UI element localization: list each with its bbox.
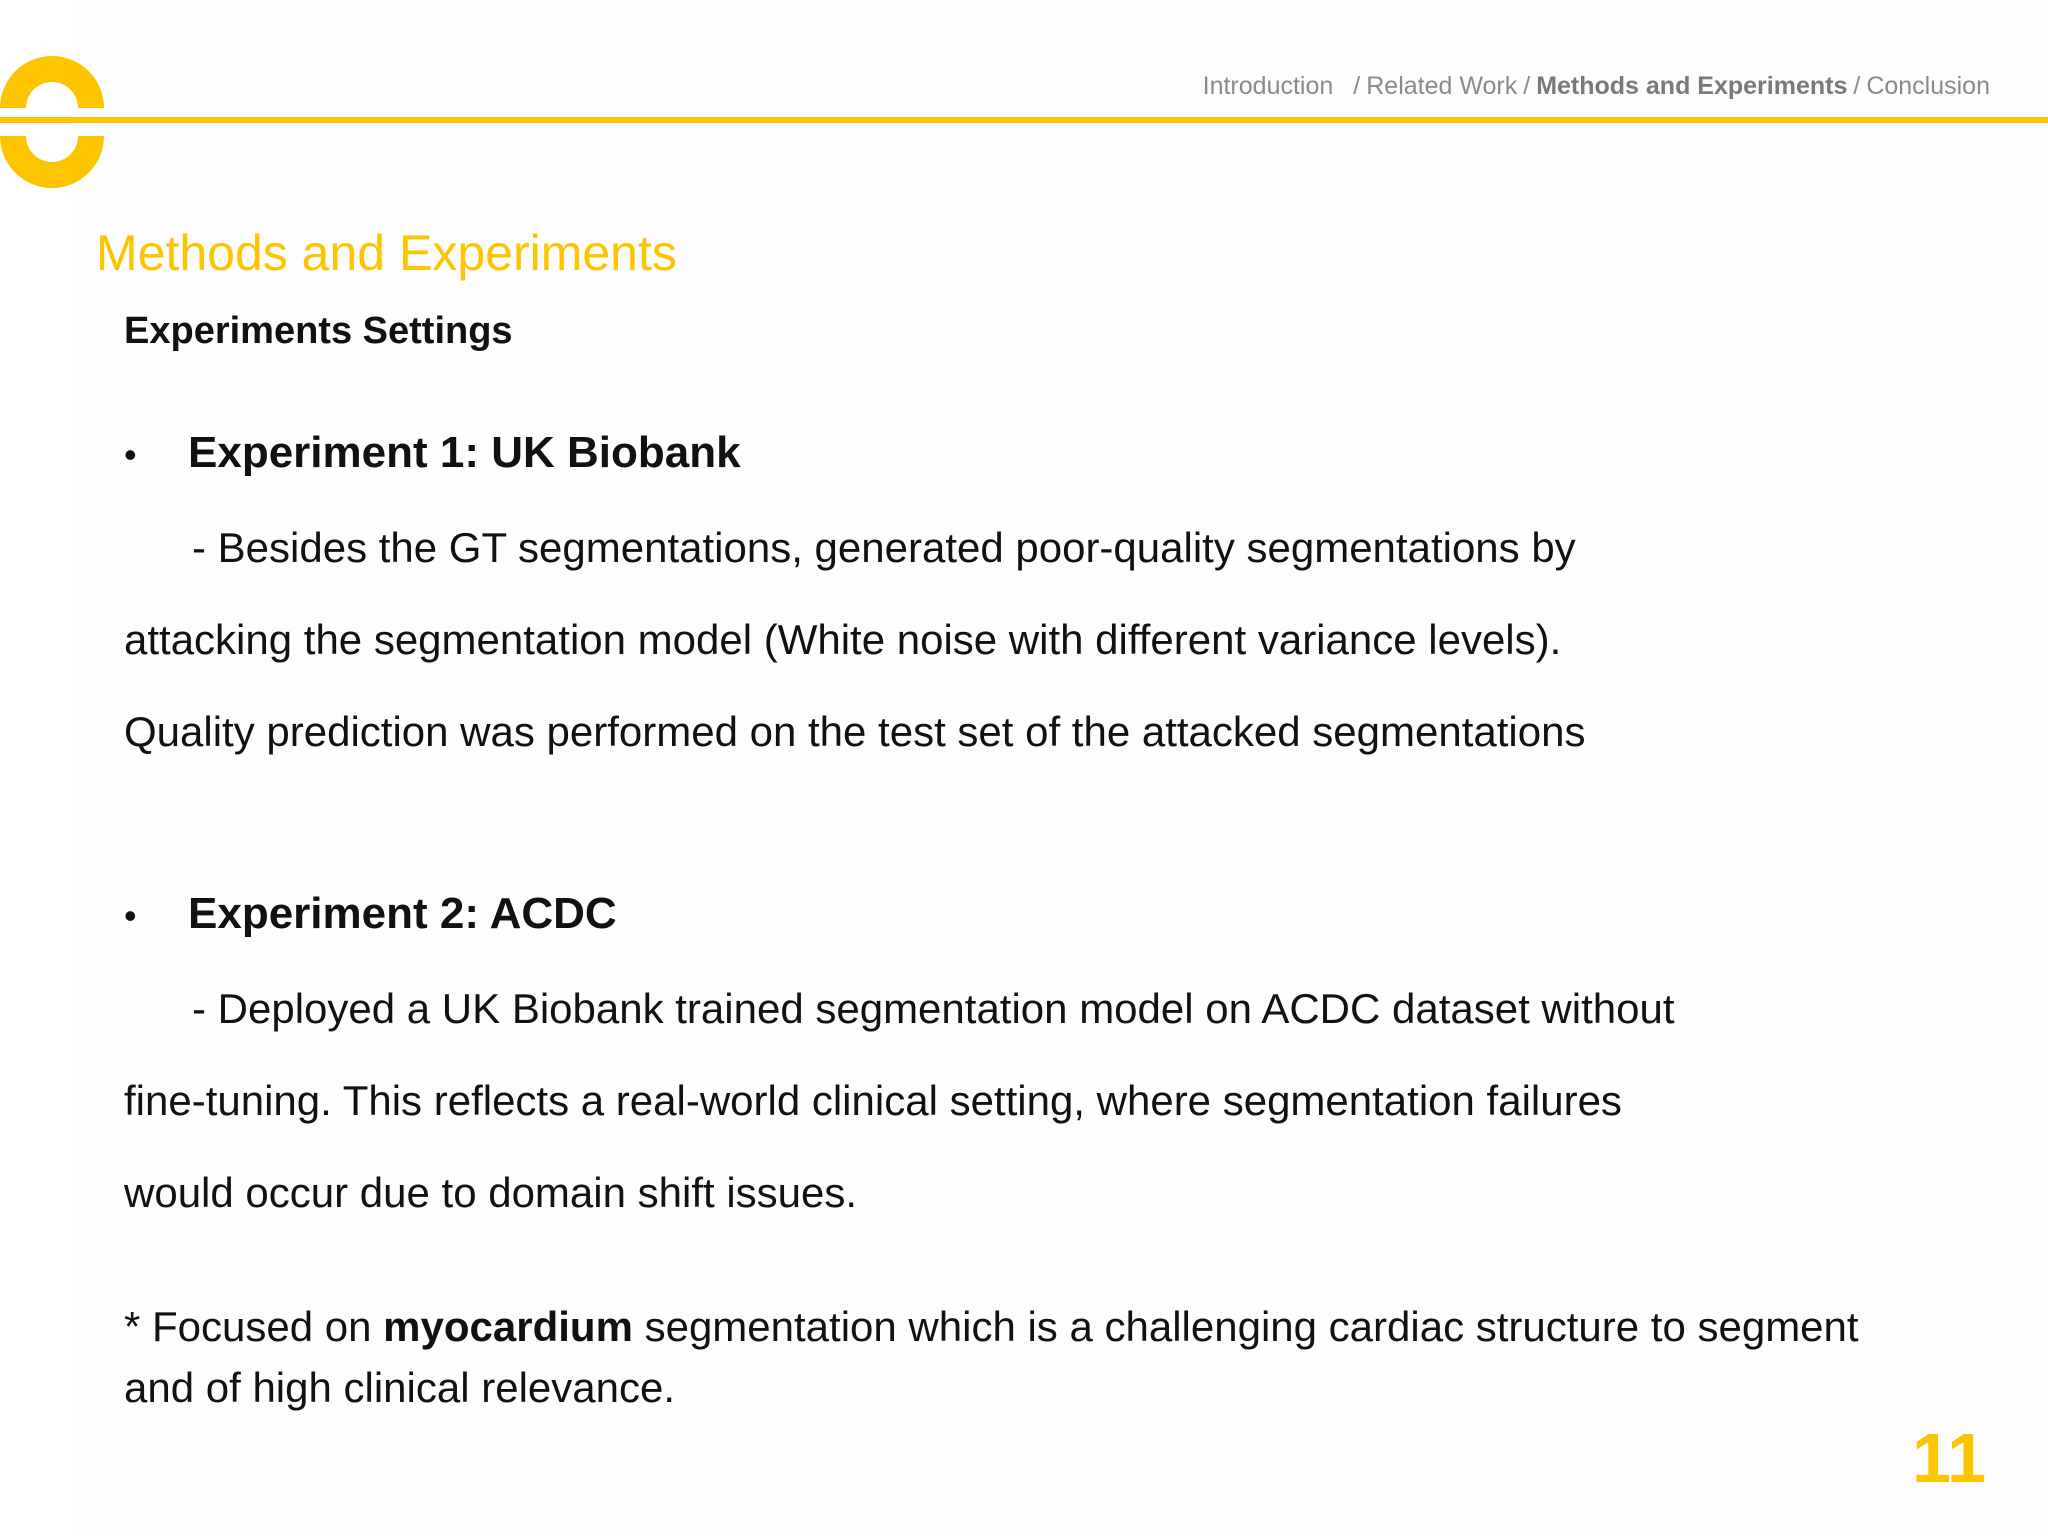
experiment-2-title: Experiment 2: ACDC xyxy=(188,889,617,938)
experiment-1-line-2: attacking the segmentation model (White noise with different variance levels). xyxy=(124,616,1562,663)
footnote-emphasis: myocardium xyxy=(383,1303,633,1350)
bullet-experiment-1 xyxy=(124,428,741,478)
experiment-2-description xyxy=(124,963,1904,1239)
nav-item-methods-and-experiments[interactable]: Methods and Experiments xyxy=(1536,72,1848,100)
experiment-1-description xyxy=(124,502,1904,778)
nav-item-conclusion[interactable]: Conclusion xyxy=(1866,72,1990,100)
page-number: 11 xyxy=(1912,1419,1986,1497)
header-divider xyxy=(0,117,2048,123)
bullet-icon: • xyxy=(124,895,137,936)
bullet-experiment-2 xyxy=(124,889,617,939)
experiment-2-line-2: fine-tuning. This reflects a real-world clinical setting, where segmentation failures xyxy=(124,1077,1622,1124)
experiment-2-line-3: would occur due to domain shift issues. xyxy=(124,1169,858,1216)
footnote: * Focused on myocardium segmentation which is a challenging cardiac structure to segment and of high clinical relevance. xyxy=(124,1303,1859,1411)
experiment-1-line-3: Quality prediction was performed on the test set of the attacked segmentations xyxy=(124,708,1586,755)
experiment-1-title: Experiment 1: UK Biobank xyxy=(188,428,741,477)
page-title: Methods and Experiments xyxy=(96,225,677,281)
experiment-1-line-1: - Besides the GT segmentations, generated poor-quality segmentations by xyxy=(192,524,1576,571)
nav-separator: / xyxy=(1353,72,1361,100)
nav-separator: / xyxy=(1853,72,1861,100)
nav-item-introduction[interactable]: Introduction xyxy=(1202,72,1334,100)
breadcrumb xyxy=(1203,72,1990,101)
nav-item-related-work[interactable]: Related Work xyxy=(1366,72,1518,100)
section-heading: Experiments Settings xyxy=(124,310,513,352)
bullet-icon: • xyxy=(124,434,137,475)
nav-separator: / xyxy=(1523,72,1531,100)
experiment-2-line-1: - Deployed a UK Biobank trained segmentation model on ACDC dataset without xyxy=(192,985,1675,1032)
